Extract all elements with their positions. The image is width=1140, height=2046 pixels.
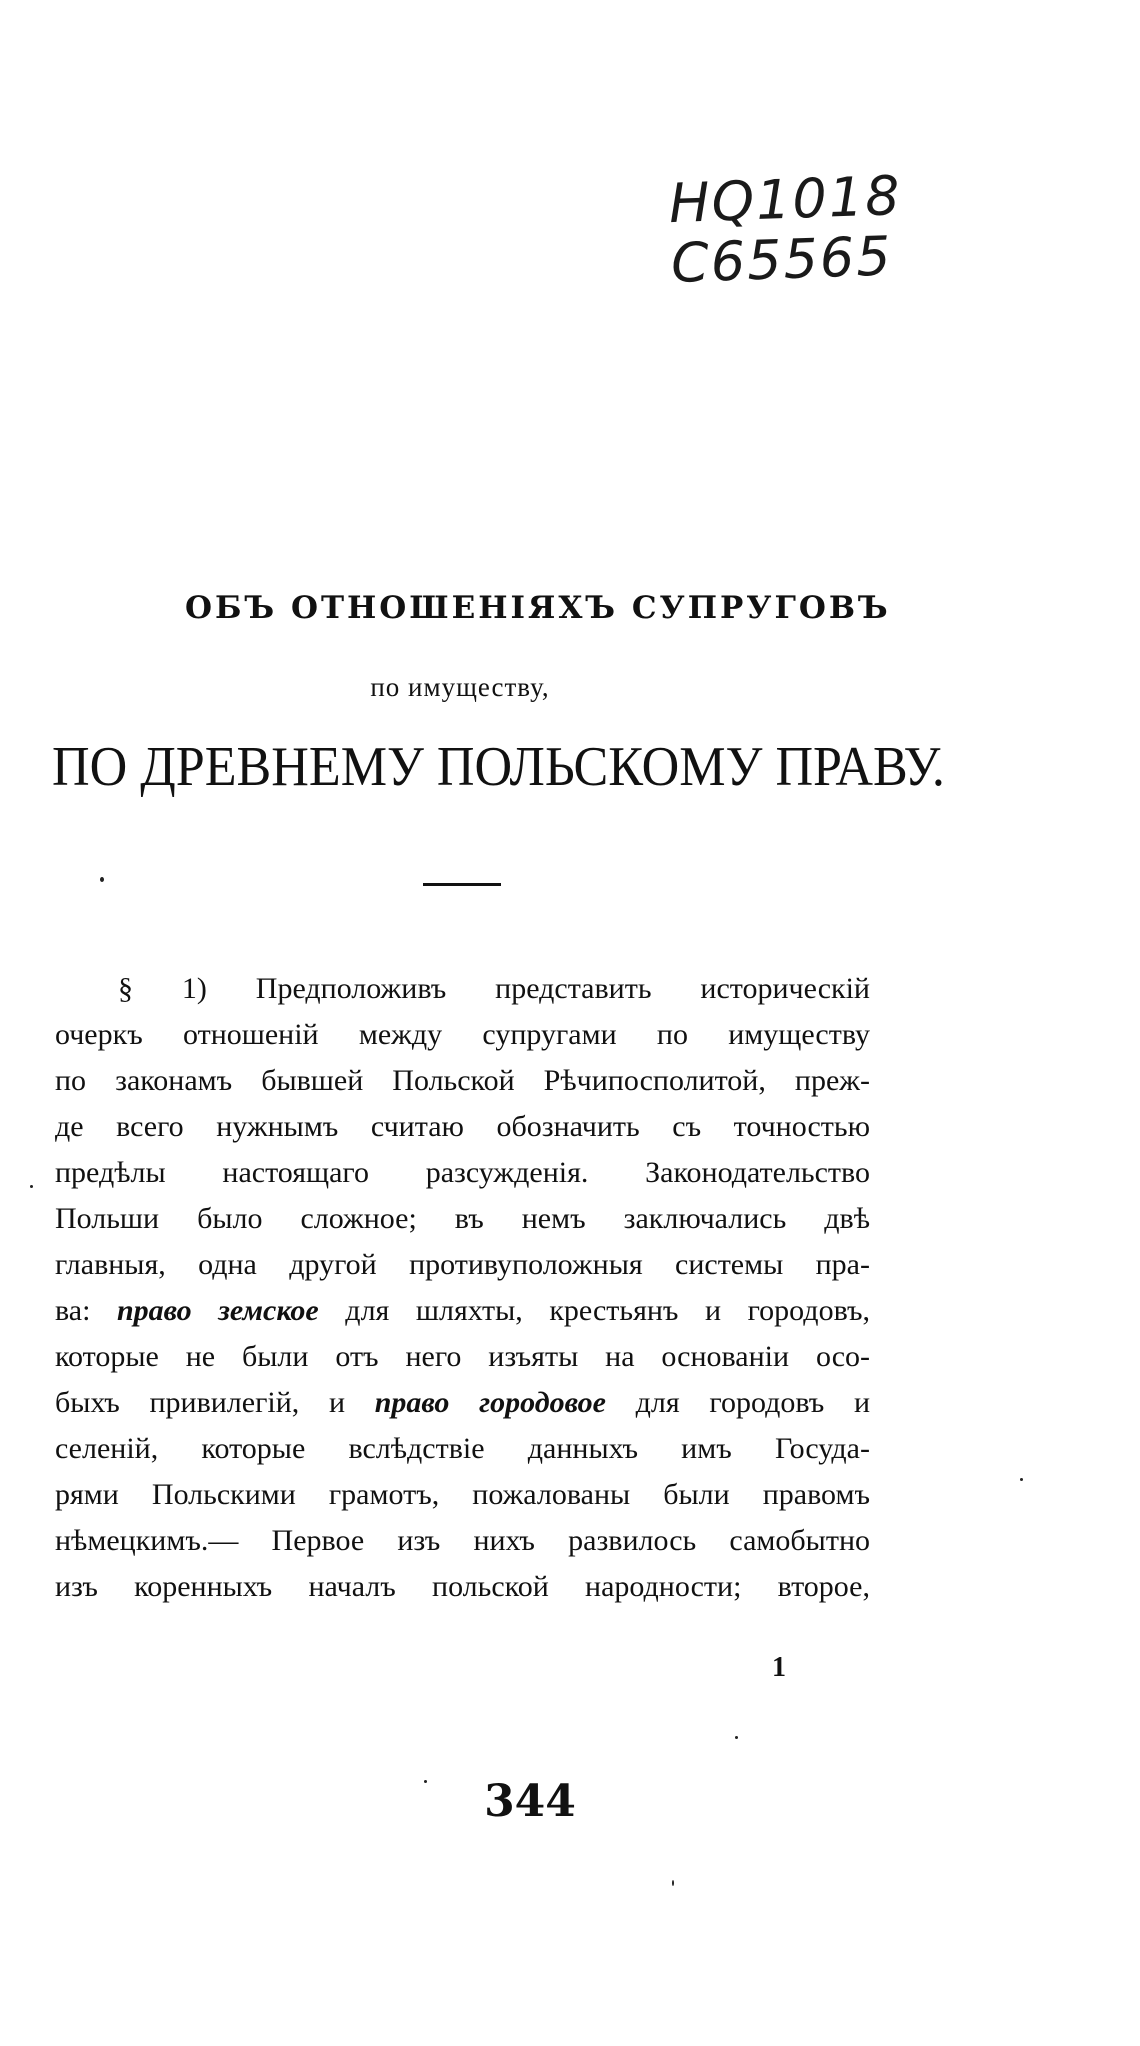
body-line-text: рями Польскими грамотъ, пожалованы были правомъ	[55, 1478, 870, 1511]
body-line-text: которые не были отъ него изъяты на основаніи осо-	[55, 1340, 870, 1373]
handwritten-call-number	[667, 163, 905, 296]
body-line	[55, 1058, 870, 1104]
call-number-line-1: HQ1018	[667, 163, 903, 236]
body-line-text: главныя, одна другой противуположныя системы пра-	[55, 1248, 870, 1281]
ink-speck	[30, 1185, 33, 1188]
body-line-text: предѣлы настоящаго разсужденія. Законодательство	[55, 1156, 870, 1189]
body-paragraph	[55, 966, 870, 1610]
body-line-text-continued: для шляхты, крестьянъ и городовъ,	[318, 1294, 870, 1327]
body-line	[55, 966, 870, 1012]
body-line-text: быхъ привилегій, и	[55, 1386, 375, 1419]
body-line-text-continued: для городовъ и	[605, 1386, 871, 1419]
ink-speck	[100, 877, 104, 882]
body-line-emphasis: право городовое	[374, 1386, 606, 1419]
divider-rule	[423, 883, 501, 886]
body-line	[55, 1426, 870, 1472]
signature-mark: 1	[772, 1652, 786, 1683]
body-line	[55, 1288, 870, 1334]
body-line-text: изъ коренныхъ началъ польской народности; второе,	[55, 1570, 870, 1603]
body-line	[55, 1518, 870, 1564]
heading-line-3: ПО ДРЕВНЕМУ ПОЛЬСКОМУ ПРАВУ.	[52, 736, 945, 798]
ink-speck	[424, 1780, 427, 1783]
body-line-text: по законамъ бывшей Польской Рѣчипосполитой, преж-	[55, 1064, 870, 1097]
page-number: 344	[484, 1776, 576, 1827]
body-line-text: де всего нужнымъ считаю обозначить съ точностью	[55, 1110, 870, 1143]
ink-speck	[1020, 1478, 1023, 1481]
ink-speck	[672, 1880, 674, 1886]
body-line	[55, 1334, 870, 1380]
body-line	[55, 1564, 870, 1610]
body-line	[55, 1150, 870, 1196]
heading-line-2: по имуществу,	[370, 672, 550, 702]
body-line-text: ва:	[55, 1294, 117, 1327]
call-number-line-2: C65565	[670, 224, 894, 296]
body-line	[55, 1104, 870, 1150]
body-line	[55, 1380, 870, 1426]
body-line-text: нѣмецкимъ.— Первое изъ нихъ развилось самобытно	[55, 1524, 870, 1557]
body-line	[55, 1012, 870, 1058]
body-line	[55, 1472, 870, 1518]
heading-line-1: ОБЪ ОТНОШЕНІЯХЪ СУПРУГОВЪ	[185, 590, 891, 626]
body-line-text: селеній, которые вслѣдствіе данныхъ имъ Госуда-	[55, 1432, 870, 1465]
body-line-text: § 1) Предположивъ представить историческій	[118, 972, 870, 1005]
ink-speck	[735, 1736, 738, 1739]
body-line-emphasis: право земское	[116, 1294, 319, 1327]
body-line	[55, 1196, 870, 1242]
body-line	[55, 1242, 870, 1288]
body-line-text: Польши было сложное; въ немъ заключались двѣ	[55, 1202, 870, 1235]
body-line-text: очеркъ отношеній между супругами по имуществу	[55, 1018, 870, 1051]
